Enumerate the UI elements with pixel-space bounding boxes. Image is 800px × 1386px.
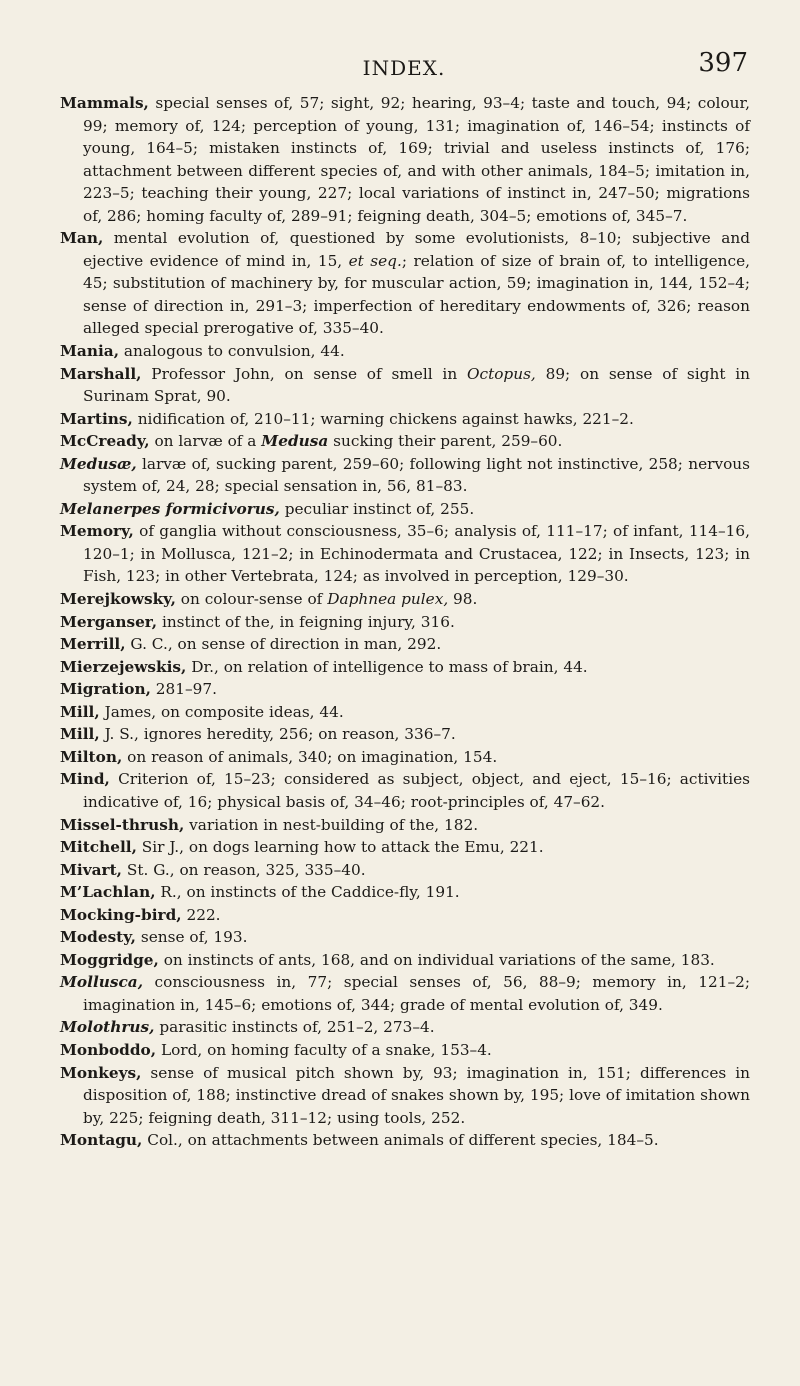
index-entry (60, 408, 750, 431)
index-entry (60, 904, 750, 927)
entry-text: 89; on sense of sight in Surinam Sprat, 90. (83, 364, 750, 406)
entry-text: St. G., on reason, 325, 335–40. (122, 860, 366, 879)
index-entry (60, 971, 750, 1016)
entry-text: Octopus, (466, 364, 536, 383)
entry-text: mental evolution of, questioned by some evolutionists, 8–10; subjective and ejective evidence of mind in, 15, (83, 229, 750, 270)
entry-text: et seq. (348, 251, 402, 270)
index-entry (60, 926, 750, 949)
index-entry (60, 949, 750, 972)
entry-text: special senses of, 57; sight, 92; hearing, 93–4; taste and touch, 94; colour, 99; memory of, 124; perception of young, 131; imagination of, 146–54; instincts of young, 164–5; mistaken instincts of, 169; trivial and useless instincts of, 176; attachment between different species of, and with other animals, 184–5; imitation in, 223–5; teaching their young, 227; local variations of instinct in, 247–50; migrations of, 286; homing faculty of, 289–91; feigning death, 304–5; emotions of, 345–7. (83, 94, 750, 225)
page-number: 397 (698, 48, 748, 78)
entry-headword: Migration, (60, 680, 151, 699)
entry-text: sense of musical pitch shown by, 93; imagination in, 151; differences in disposition of, 188; instinctive dread of snakes shown by, 195; love of imitation shown by, 225; feigning death, 311–12; using tools, 252. (83, 1063, 750, 1127)
entry-headword: Molothrus, (60, 1018, 155, 1037)
entry-headword: Melanerpes formicivorus, (60, 499, 280, 518)
entry-text: nidification of, 210–11; warning chickens against hawks, 221–2. (132, 409, 634, 428)
entry-text: parasitic instincts of, 251–2, 273–4. (154, 1018, 435, 1037)
entry-headword: Mivart, (60, 860, 122, 879)
index-entry (60, 430, 750, 453)
entry-headword: Montagu, (60, 1131, 143, 1150)
entry-text: R., on instincts of the Caddice-fly, 191. (155, 883, 460, 902)
entry-headword: Mitchell, (60, 838, 137, 857)
entry-headword: Modesty, (60, 928, 136, 947)
page-header (60, 46, 748, 86)
index-entry (60, 836, 750, 859)
entry-headword: Missel-thrush, (60, 815, 185, 834)
index-entry (60, 363, 750, 408)
entry-text: consciousness in, 77; special senses of, 56, 88–9; memory in, 121–2; imagination in, 145–6; emotions of, 344; grade of mental evolution of, 349. (83, 973, 750, 1014)
entry-headword: Marshall, (60, 364, 142, 383)
entry-text: on instincts of ants, 168, and on individual variations of the same, 183. (158, 950, 715, 969)
index-entries (60, 92, 750, 1152)
entry-text: ; relation of size of brain of, to intelligence, 45; substitution of machinery by, for muscular action, 59; imagination in, 144, 152–4; sense of direction in, 291–3; imperfection of hereditary endowments of, 326; reason alleged special prerogative of, 335–40. (83, 251, 751, 338)
index-entry (60, 611, 750, 634)
entry-headword: Mollusca, (60, 973, 144, 992)
entry-headword: Martins, (60, 409, 133, 428)
entry-text: Professor John, on sense of smell in (141, 364, 467, 383)
index-entry (60, 678, 750, 701)
index-entry (60, 656, 750, 679)
index-entry (60, 1062, 750, 1130)
entry-text: Dr., on relation of intelligence to mass of brain, 44. (186, 657, 588, 676)
entry-text: sense of, 193. (136, 928, 248, 947)
index-entry (60, 520, 750, 588)
entry-headword: Memory, (60, 522, 134, 541)
entry-text: 98. (448, 590, 478, 609)
entry-headword: Mill, (60, 725, 100, 744)
entry-text: on larvæ of a (149, 432, 262, 451)
entry-headword: Moggridge, (60, 950, 159, 969)
entry-text: Medusa (261, 432, 329, 451)
entry-headword: Merganser, (60, 612, 158, 631)
entry-headword: Mill, (60, 702, 100, 721)
index-entry (60, 453, 750, 498)
index-entry (60, 633, 750, 656)
entry-text: of ganglia without consciousness, 35–6; analysis of, 111–17; of infant, 114–16, 120–1; in Mollusca, 121–2; in Echinodermata and Crustacea, 122; in Insects, 123; in Fish, 123; in other Vertebrata, 124; as involved in perception, 129–30. (83, 522, 750, 586)
index-entry (60, 881, 750, 904)
index-entry (60, 588, 750, 611)
index-entry (60, 814, 750, 837)
index-entry (60, 859, 750, 882)
index-entry (60, 1129, 750, 1152)
entry-headword: Mocking-bird, (60, 905, 182, 924)
entry-headword: McCready, (60, 432, 150, 451)
entry-text: 222. (181, 905, 221, 924)
entry-text: G. C., on sense of direction in man, 292. (125, 635, 442, 654)
entry-text: instinct of the, in feigning injury, 316. (157, 612, 455, 631)
entry-text: James, on composite ideas, 44. (99, 702, 344, 721)
index-entry (60, 498, 750, 521)
index-entry (60, 340, 750, 363)
entry-text: larvæ of, sucking parent, 259–60; following light not instinctive, 258; nervous system of, 24, 28; special sensation in, 56, 81–83. (83, 454, 750, 496)
entry-headword: Merejkowsky, (60, 590, 176, 609)
entry-headword: Monboddo, (60, 1040, 157, 1059)
entry-headword: M’Lachlan, (60, 883, 156, 902)
entry-text: sucking their parent, 259–60. (328, 432, 563, 451)
entry-headword: Mierzejewskis, (60, 657, 187, 676)
entry-text: 281–97. (150, 680, 217, 699)
index-entry (60, 1039, 750, 1062)
entry-text: Criterion of, 15–23; considered as subject, object, and eject, 15–16; activities indicative of, 16; physical basis of, 34–46; root-principles of, 47–62. (83, 770, 750, 811)
entry-text: peculiar instinct of, 255. (279, 499, 475, 518)
running-title: INDEX. (362, 56, 446, 80)
index-entry (60, 768, 750, 813)
entry-text: on colour-sense of (175, 590, 328, 609)
entry-text: Lord, on homing faculty of a snake, 153–4. (156, 1040, 492, 1059)
index-entry (60, 746, 750, 769)
entry-text: Col., on attachments between animals of different species, 184–5. (142, 1131, 659, 1150)
entry-headword: Mammals, (60, 94, 149, 112)
entry-headword: Mind, (60, 770, 110, 789)
entry-headword: Milton, (60, 747, 123, 766)
index-entry (60, 227, 750, 340)
index-entry (60, 723, 750, 746)
index-entry (60, 701, 750, 724)
entry-headword: Mania, (60, 342, 120, 361)
entry-headword: Monkeys, (60, 1063, 142, 1082)
entry-text: Sir J., on dogs learning how to attack the Emu, 221. (136, 838, 544, 857)
entry-text: Daphnea pulex, (327, 590, 449, 609)
entry-headword: Merrill, (60, 635, 126, 654)
entry-headword: Medusæ, (60, 454, 137, 473)
index-entry (60, 92, 750, 227)
entry-text: on reason of animals, 340; on imagination, 154. (122, 747, 498, 766)
index-entry (60, 1016, 750, 1039)
entry-text: J. S., ignores heredity, 256; on reason, 336–7. (99, 725, 456, 744)
entry-text: analogous to convulsion, 44. (119, 342, 345, 361)
entry-text: variation in nest-building of the, 182. (184, 815, 479, 834)
entry-headword: Man, (60, 229, 104, 248)
